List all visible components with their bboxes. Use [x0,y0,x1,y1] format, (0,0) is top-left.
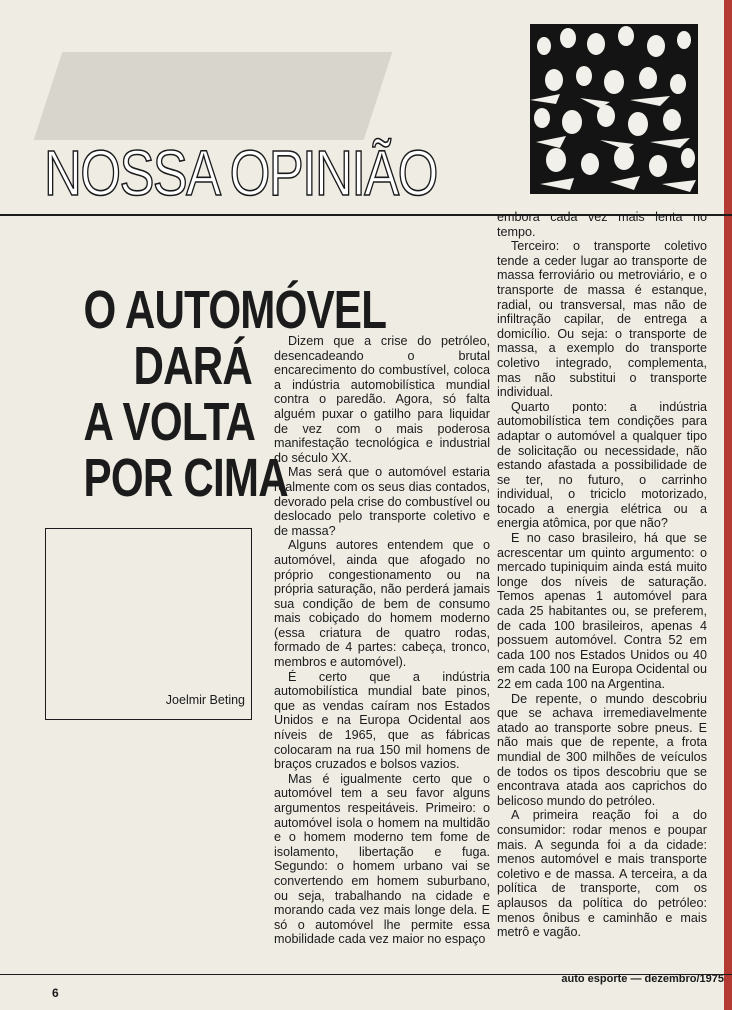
page-number: 6 [52,986,59,1000]
paragraph: Terceiro: o transporte coletivo tende a ceder lugar ao transporte de massa ferroviário ou metroviário, e o transporte de massa é estanque, radial, ou transversal, mas não de infiltração capilar, de entrega a domicílio. Ou seja: o transporte de massa, a exemplo do transporte coletivo integrado, complementa, mas não substitui o transporte individual. [497,239,707,400]
author-box [45,528,252,720]
section-title: NOSSA OPINIÃO [44,137,437,209]
paragraph: E no caso brasileiro, há que se acrescentar um quinto argumento: o mercado tupiniquim ainda está muito longe dos níveis de saturação. Temos apenas 1 automóvel para cada 25 habitantes ou, se preferem, de cada 100 brasileiros, apenas 4 possuem automóvel. Contra 52 em cada 100 nos Estados Unidos ou 40 em cada 100 na Europa Ocidental ou 22 em cada 100 na Argentina. [497,531,707,691]
show-through-print [34,52,393,140]
paragraph: É certo que a indústria automobilística mundial bate pinos, que as vendas caíram nos Estados Unidos e na Europa Ocidental aos níveis de 1965, que as fábricas colocaram na rua 150 mil homens de braços cruzados e bolsos vazios. [274,669,490,772]
paragraph: embora cada vez mais lenta no tempo. [497,210,707,239]
paragraph: De repente, o mundo descobriu que se achava irremediavelmente atado ao transporte sobre pneus. E não mais que de repente, a frota mundial de 300 milhões de veículos de todos os tipos descobriu que se encontrava atada aos caprichos do belicoso mundo do petróleo. [497,691,707,808]
paragraph: Mas é igualmente certo que o automóvel tem a seu favor alguns argumentos respeitáveis. Primeiro: o automóvel isola o homem na multidão e o homem moderno tem fome de isolamento, libertação e fuga. Segundo: o homem urbano vai se convertendo em homem suburbano, ou seja, trabalhando na cidade e morando cada vez mais longe dela. E só o automóvel lhe permite essa mobilidade cada vez maior no espaço [274,771,490,947]
paragraph: Alguns autores entendem que o automóvel, ainda que afogado no próprio congestionamento ou na própria saturação, não perderá jamais sua condição de bem de consumo mais cobiçado do homem moderno (essa criatura de quatro rodas, formado de 4 partes: cabeça, tronco, membros e automóvel). [274,538,490,670]
headline-line: DARÁ [133,336,252,396]
headline-line: O AUTOMÓVEL [83,280,387,340]
article-column-2 [497,210,707,940]
author-name: Joelmir Beting [165,693,245,707]
running-footer: auto esporte — dezembro/1975 [561,973,724,985]
paragraph: Quarto ponto: a indústria automobilística tem condições para adaptar o automóvel a qualquer tipo de solicitação ou necessidade, não estando afastada a possibilidade de se ter, no futuro, o carrinho individual, o triciclo motorizado, tocado a energia elétrica ou a energia atômica, por que não? [497,399,707,531]
paragraph: A primeira reação foi a do consumidor: rodar menos e poupar mais. A segunda foi a da cidade: menos automóvel e mais transporte coletivo e de massa. A terceira, a da política de transporte, com os aplausos da política do petróleo: menos ônibus e caminhão e mais metrô e vagão. [497,808,707,940]
crowd-photo [530,24,698,194]
page-edge [724,0,732,1010]
article-column-1 [274,334,490,947]
paragraph: Mas será que o automóvel estaria realmente com os seus dias contados, devorado pela crise do combustível ou deslocado pelo transporte coletivo e de massa? [274,465,490,538]
paragraph: Dizem que a crise do petróleo, desencadeando o brutal encarecimento do combustível, coloca a indústria automobilística mundial contra o paredão. Agora, só falta alguém puxar o gatilho para liquidar de vez com o mais poderosa manifestação tecnológica e industrial do século XX. [274,334,490,465]
headline-line: POR CIMA [83,448,288,508]
headline-line: A VOLTA [83,392,256,452]
crowd-photo-graphic [530,24,698,194]
